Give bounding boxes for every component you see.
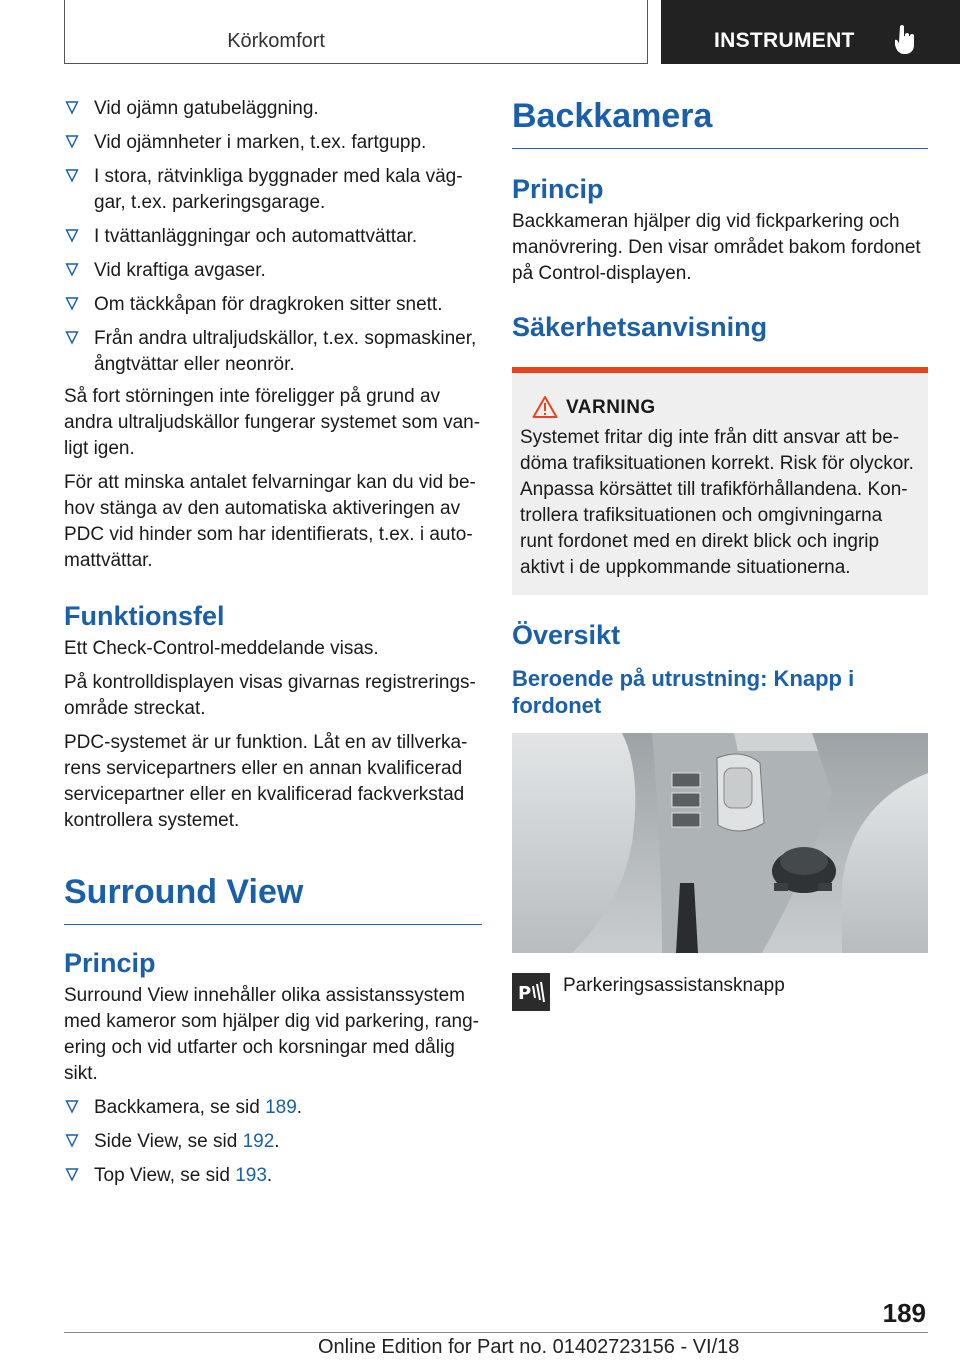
list-item-text: Från andra ultraljudskällor, t.ex. sopmaskiner, ångtvättar eller neonrör. — [94, 328, 477, 375]
surround-view-title: Surround View — [64, 872, 482, 925]
bullet-triangle-icon — [65, 262, 79, 278]
legend-row — [512, 973, 928, 1017]
malfunction-text-1: Ett Check-Control-meddelande visas. — [64, 638, 379, 659]
surround-principle-heading: Princip — [64, 948, 156, 978]
bullet-triangle-icon — [65, 100, 79, 116]
warning-triangle-icon — [532, 395, 558, 419]
recovery-paragraph: Så fort störningen inte föreligger på grund av andra ultraljudskällor fungerar systemet som van-ligt igen. — [64, 386, 481, 459]
bullet-triangle-icon — [65, 1133, 79, 1149]
list-item — [64, 130, 482, 156]
bullet-triangle-icon — [65, 1167, 79, 1183]
parking-assist-button-icon — [512, 973, 550, 1011]
false-alarm-paragraph: För att minska antalet felvarningar kan du vid be-hov stänga av den automatiska aktiveringen av PDC vid hinder som har identifierats, t.ex. i auto-mattvättar. — [64, 472, 476, 571]
left-column — [64, 96, 482, 1197]
malfunction-text-2: På kontrolldisplayen visas givarnas registrerings-område streckat. — [64, 672, 476, 719]
page-link[interactable]: 192 — [242, 1131, 275, 1152]
legend-label: Parkeringsassistansknapp — [563, 975, 785, 996]
bullet-triangle-icon — [65, 296, 79, 312]
list-item-text: I tvättanläggningar och automattvättar. — [94, 226, 418, 247]
interference-list — [64, 96, 482, 378]
safety-heading: Säkerhetsanvisning — [512, 312, 768, 342]
center-console-illustration — [512, 733, 928, 953]
list-item-text: Om täckkåpan för dragkroken sitter snett. — [94, 294, 443, 315]
warning-text: Systemet fritar dig inte från ditt ansvar att be-döma trafiksituationen korrekt. Risk för olyckor. Anpassa körsättet till trafikförhållandena. Kon-trollera trafiksituationen och omgivningarna runt fordonet med en direkt blick och ingrip aktivt i de uppkommande situationerna. — [520, 427, 914, 578]
footer-edition: Online Edition for Part no. 01402723156 - VI/18 — [318, 1336, 740, 1358]
list-item-text: I stora, rätvinkliga byggnader med kala väg- gar, t.ex. parkeringsgarage. — [94, 166, 463, 213]
list-item-text: Vid ojämnheter i marken, t.ex. fartgupp. — [94, 132, 427, 153]
rear-camera-principle-text: Backkameran hjälper dig vid fickparkering och manövrering. Den visar området bakom fordonet på Control-displayen. — [512, 211, 921, 284]
right-column — [512, 96, 928, 1017]
list-item — [64, 258, 482, 284]
rear-camera-principle-heading: Princip — [512, 174, 604, 204]
overview-subheading: Beroende på utrustning: Knapp i fordonet — [512, 666, 855, 718]
list-item-text: Vid ojämn gatubeläggning. — [94, 98, 319, 119]
list-item-text: Vid kraftiga avgaser. — [94, 260, 266, 281]
bullet-triangle-icon — [65, 168, 79, 184]
header-chapter-tab[interactable] — [661, 0, 960, 64]
rear-camera-title: Backkamera — [512, 96, 928, 149]
list-item — [64, 326, 482, 378]
warning-header — [520, 395, 920, 423]
page-number: 189 — [882, 1298, 926, 1328]
warning-box — [512, 367, 928, 595]
reference-label: Backkamera, se sid — [94, 1097, 266, 1118]
malfunction-text-3: PDC-systemet är ur funktion. Låt en av tillverka-rens servicepartners eller en annan kvalificerad servicepartner eller en kvalificerad fackverkstad kontrollera systemet. — [64, 732, 468, 831]
bullet-triangle-icon — [65, 330, 79, 346]
bullet-triangle-icon — [65, 1099, 79, 1115]
reference-label: Top View, se sid — [94, 1165, 236, 1186]
center-console-photo — [512, 733, 928, 953]
list-item — [64, 1129, 482, 1155]
malfunction-heading: Funktionsfel — [64, 601, 225, 631]
bullet-triangle-icon — [65, 228, 79, 244]
header-section-box — [64, 0, 648, 64]
svg-text:P: P — [518, 983, 532, 1004]
surround-reference-list — [64, 1095, 482, 1189]
header-section-title: Körkomfort — [227, 30, 325, 52]
reference-end: . — [274, 1131, 280, 1152]
header-chapter-label: INSTRUMENT — [714, 29, 855, 52]
page-link[interactable]: 193 — [235, 1165, 267, 1186]
warning-title: VARNING — [566, 397, 656, 418]
list-item — [64, 96, 482, 122]
bullet-triangle-icon — [65, 134, 79, 150]
reference-end: . — [266, 1165, 273, 1186]
reference-end: . — [296, 1097, 303, 1118]
overview-heading: Översikt — [512, 620, 621, 650]
list-item — [64, 1163, 482, 1189]
reference-label: Side View, se sid — [94, 1131, 243, 1152]
surround-principle-text: Surround View innehåller olika assistanssystem med kameror som hjälper dig vid parkering, rang-ering och vid utfarter och korsningar med dålig sikt. — [64, 985, 480, 1084]
list-item — [64, 292, 482, 318]
list-item — [64, 1095, 482, 1121]
list-item — [64, 224, 482, 250]
pointing-hand-icon — [895, 24, 917, 54]
list-item — [64, 164, 482, 216]
footer-divider — [64, 1332, 928, 1333]
page-link[interactable]: 189 — [265, 1097, 297, 1118]
